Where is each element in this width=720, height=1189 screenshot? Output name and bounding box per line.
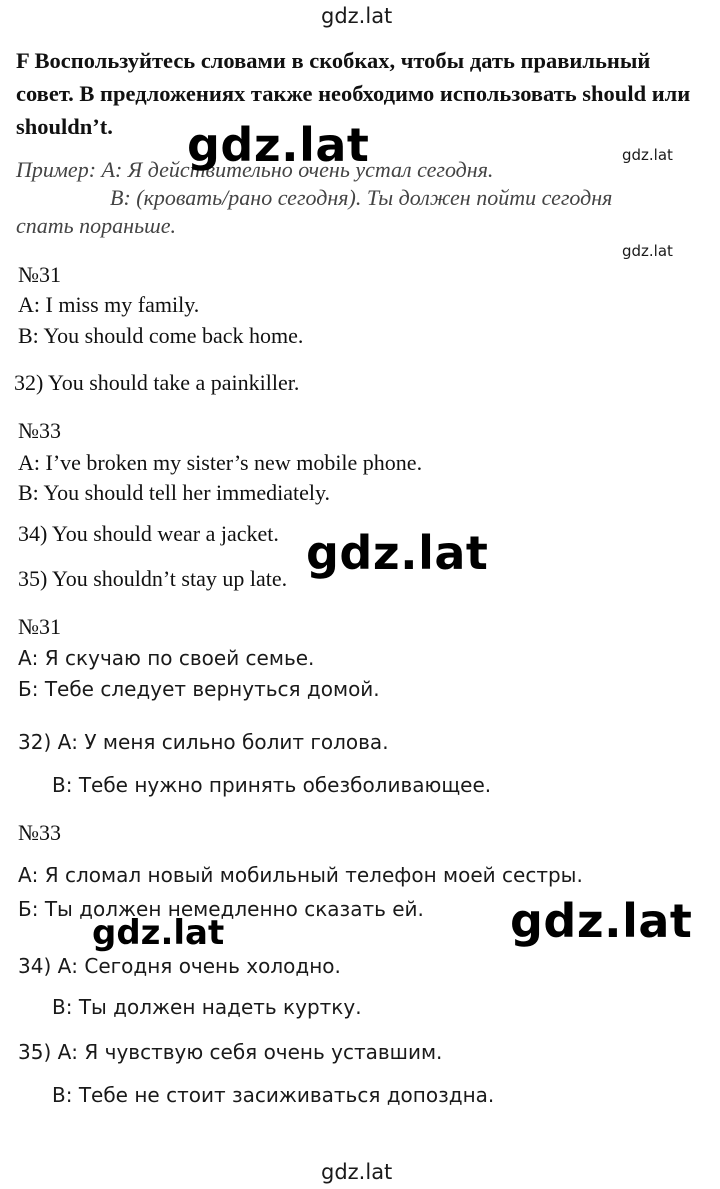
watermark-top: gdz.lat: [321, 4, 393, 28]
watermark-large: gdz.lat: [510, 894, 693, 948]
russian-a-32: 32) А: У меня сильно болит голова.: [18, 730, 389, 754]
exercise-number-31: №31: [18, 262, 61, 287]
russian-b-33: Б: Ты должен немедленно сказать ей.: [18, 897, 424, 921]
russian-a-31: А: Я скучаю по своей семье.: [18, 646, 315, 670]
english-answer-32: 32) You should take a painkiller.: [14, 370, 300, 395]
watermark-small: gdz.lat: [622, 242, 673, 260]
english-a-33: A: I’ve broken my sister’s new mobile phone.: [18, 450, 423, 475]
russian-b-34: В: Ты должен надеть куртку.: [52, 995, 362, 1019]
english-b-31: B: You should come back home.: [18, 323, 304, 348]
watermark-large: gdz.lat: [306, 526, 489, 580]
english-answer-35: 35) You shouldn’t stay up late.: [18, 566, 288, 591]
example-line-2: B: (кровать/рано сегодня). Ты должен пойти сегодня: [110, 185, 613, 210]
watermark-bottom: gdz.lat: [321, 1160, 393, 1184]
russian-b-31: Б: Тебе следует вернуться домой.: [18, 677, 380, 701]
watermark-small: gdz.lat: [622, 146, 673, 164]
exercise-number-33-ru: №33: [18, 820, 61, 845]
english-a-31: A: I miss my family.: [18, 292, 200, 317]
russian-a-35: 35) А: Я чувствую себя очень уставшим.: [18, 1040, 443, 1064]
example-line-1: Пример: A: Я действительно очень устал сегодня.: [16, 157, 494, 182]
watermark-large: gdz.lat: [187, 118, 370, 172]
task-instruction: F Воспользуйтесь словами в скобках, чтобы дать правильный совет. В предложениях также необходимо использовать should или shouldn’t.: [16, 48, 691, 139]
watermark-medium: gdz.lat: [92, 913, 225, 953]
russian-b-35: В: Тебе не стоит засиживаться допоздна.: [52, 1083, 495, 1107]
russian-b-32: В: Тебе нужно принять обезболивающее.: [52, 773, 492, 797]
english-b-33: B: You should tell her immediately.: [18, 480, 331, 505]
exercise-number-33: №33: [18, 418, 61, 443]
english-answer-34: 34) You should wear a jacket.: [18, 521, 279, 546]
example-line-3: спать пораньше.: [16, 213, 176, 238]
russian-a-34: 34) А: Сегодня очень холодно.: [18, 954, 341, 978]
russian-a-33: А: Я сломал новый мобильный телефон моей сестры.: [18, 863, 583, 887]
exercise-number-31-ru: №31: [18, 614, 61, 639]
